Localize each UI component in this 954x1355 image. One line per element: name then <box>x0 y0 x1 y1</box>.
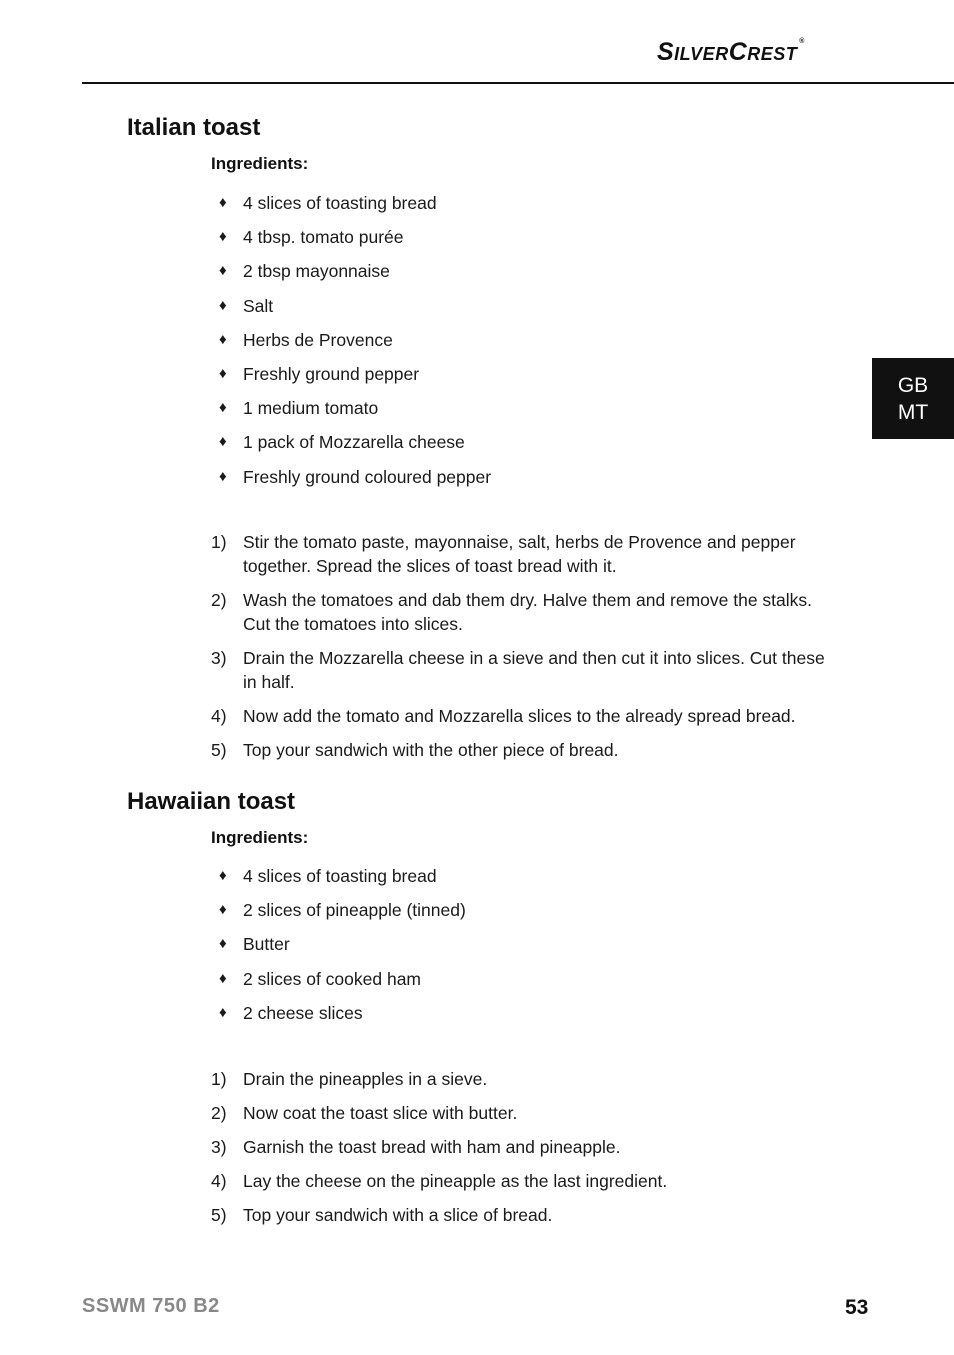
step-number: 3) <box>211 648 227 668</box>
ingredient-item <box>211 227 491 261</box>
step-number: 1) <box>211 1069 227 1089</box>
diamond-bullet-icon: ♦ <box>219 296 227 314</box>
diamond-bullet-icon: ♦ <box>219 901 227 919</box>
hawaiian-ingredients-list <box>211 866 466 1037</box>
language-tab <box>872 358 954 439</box>
ingredient-item <box>211 296 491 330</box>
step-text: Top your sandwich with a slice of bread. <box>243 1205 553 1225</box>
diamond-bullet-icon: ♦ <box>219 399 227 417</box>
ingredient-item <box>211 934 466 968</box>
ingredient-text: 2 slices of cooked ham <box>243 968 422 989</box>
ingredient-text: 2 slices of pineapple (tinned) <box>243 900 466 921</box>
step-item <box>211 1067 831 1091</box>
step-item <box>211 646 831 694</box>
italian-ingredients-label: Ingredients: <box>211 154 309 173</box>
diamond-bullet-icon: ♦ <box>219 228 227 246</box>
hawaiian-toast-title: Hawaiian toast <box>127 788 296 815</box>
ingredient-item <box>211 330 491 364</box>
ingredient-text: 2 cheese slices <box>243 1002 363 1023</box>
step-item <box>211 704 831 728</box>
diamond-bullet-icon: ♦ <box>219 330 227 348</box>
ingredient-item <box>211 398 491 432</box>
diamond-bullet-icon: ♦ <box>219 969 227 987</box>
diamond-bullet-icon: ♦ <box>219 935 227 953</box>
step-number: 1) <box>211 532 227 552</box>
diamond-bullet-icon: ♦ <box>219 1003 227 1021</box>
ingredient-item <box>211 866 466 900</box>
step-text: Drain the Mozzarella cheese in a sieve and then cut it into slices. Cut these in half. <box>243 648 825 692</box>
step-text: Now add the tomato and Mozzarella slices to the already spread bread. <box>243 706 796 726</box>
step-text: Now coat the toast slice with butter. <box>243 1103 518 1123</box>
ingredient-item <box>211 261 491 295</box>
registered-mark: ® <box>799 38 805 45</box>
step-number: 5) <box>211 740 227 760</box>
italian-steps-list <box>211 530 831 772</box>
ingredient-item <box>211 432 491 466</box>
ingredient-text: 4 tbsp. tomato purée <box>243 227 404 248</box>
step-number: 3) <box>211 1137 227 1157</box>
step-item <box>211 738 831 762</box>
step-item <box>211 1169 831 1193</box>
step-text: Lay the cheese on the pineapple as the last ingredient. <box>243 1171 668 1191</box>
ingredient-text: Herbs de Provence <box>243 329 393 350</box>
italian-toast-title: Italian toast <box>127 114 261 141</box>
brand-name: SilverCrest <box>657 38 798 66</box>
ingredient-item <box>211 900 466 934</box>
ingredient-text: Salt <box>243 295 274 316</box>
lang-tab-gb: GB <box>897 373 929 397</box>
ingredient-text: Freshly ground pepper <box>243 363 420 384</box>
ingredient-text: 1 medium tomato <box>243 398 379 419</box>
ingredient-text: Freshly ground coloured pepper <box>243 466 492 487</box>
lang-tab-mt: MT <box>897 400 929 424</box>
step-number: 4) <box>211 1171 227 1191</box>
ingredient-text: 4 slices of toasting bread <box>243 193 437 213</box>
step-number: 4) <box>211 706 227 726</box>
step-text: Top your sandwich with the other piece of bread. <box>243 740 619 760</box>
footer-model-number: SSWM 750 B2 <box>82 1295 220 1317</box>
step-text: Wash the tomatoes and dab them dry. Halve them and remove the stalks. Cut the tomatoes into slices. <box>243 590 813 634</box>
step-text: Garnish the toast bread with ham and pineapple. <box>243 1137 621 1157</box>
step-text: Stir the tomato paste, mayonnaise, salt, herbs de Provence and pepper together. Spread the slices of toast bread with it. <box>243 532 796 576</box>
hawaiian-steps-list <box>211 1067 831 1237</box>
step-number: 2) <box>211 590 227 610</box>
ingredient-item <box>211 969 466 1003</box>
ingredient-item <box>211 193 491 227</box>
diamond-bullet-icon: ♦ <box>219 867 227 884</box>
step-number: 2) <box>211 1103 227 1123</box>
brand-logo <box>657 38 805 67</box>
ingredient-text: 2 tbsp mayonnaise <box>243 261 390 282</box>
step-item <box>211 1203 831 1227</box>
italian-ingredients-list <box>211 193 491 501</box>
ingredient-item <box>211 364 491 398</box>
step-item <box>211 588 831 636</box>
diamond-bullet-icon: ♦ <box>219 433 227 451</box>
header-divider <box>82 82 954 84</box>
ingredient-item <box>211 467 491 501</box>
hawaiian-ingredients-label: Ingredients: <box>211 828 309 847</box>
step-number: 5) <box>211 1205 227 1225</box>
ingredient-text: 1 pack of Mozzarella cheese <box>243 432 465 453</box>
ingredient-text: 4 slices of toasting bread <box>243 866 437 886</box>
step-item <box>211 1101 831 1125</box>
step-item <box>211 530 831 578</box>
step-item <box>211 1135 831 1159</box>
diamond-bullet-icon: ♦ <box>219 194 227 211</box>
ingredient-text: Butter <box>243 934 290 955</box>
diamond-bullet-icon: ♦ <box>219 467 227 485</box>
ingredient-item <box>211 1003 466 1037</box>
page-number: 53 <box>845 1296 869 1319</box>
step-text: Drain the pineapples in a sieve. <box>243 1069 488 1089</box>
diamond-bullet-icon: ♦ <box>219 262 227 280</box>
diamond-bullet-icon: ♦ <box>219 364 227 382</box>
